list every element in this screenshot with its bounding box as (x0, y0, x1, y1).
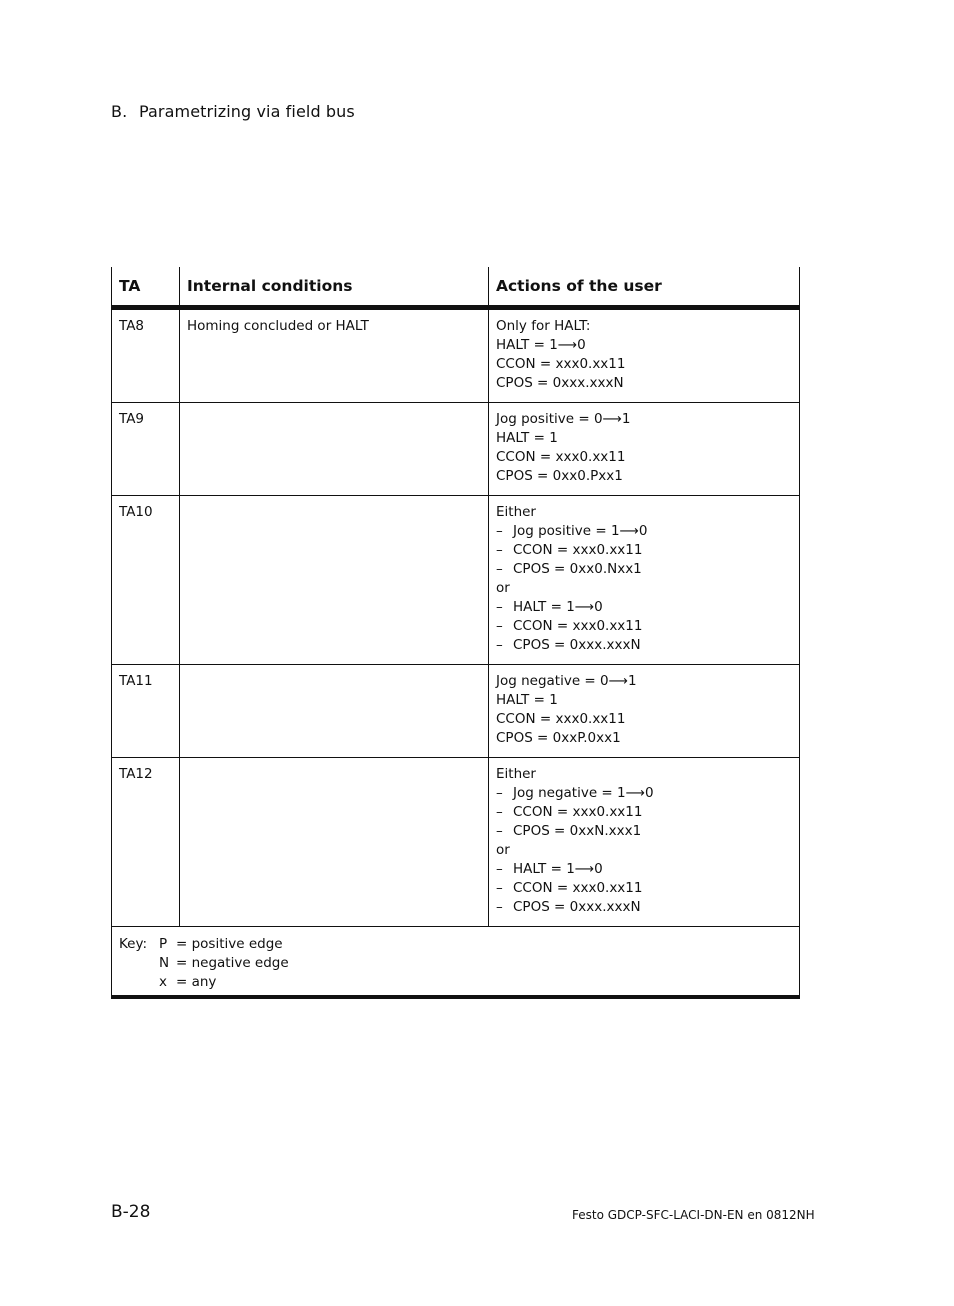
ta-cell: TA11 (112, 665, 180, 758)
action-text: Jog negative = 0⟶1 (496, 673, 637, 689)
action-text: CCON = xxx0.xx11 (496, 449, 626, 465)
action-text: CPOS = 0xxN.xxx1 (513, 823, 642, 839)
list-dash: – (496, 785, 503, 801)
ta-cell: TA12 (112, 758, 180, 927)
list-dash: – (496, 637, 503, 653)
action-text: or (496, 580, 510, 596)
section-number: B. (111, 102, 128, 121)
key-row (112, 927, 800, 998)
table-row (112, 665, 800, 758)
list-dash: – (496, 523, 503, 539)
action-line (496, 765, 792, 784)
action-text: HALT = 1⟶0 (513, 599, 603, 615)
action-line (496, 503, 792, 522)
actions-cell (489, 403, 800, 496)
column-header-internal-conditions: Internal conditions (180, 267, 489, 308)
action-text: HALT = 1 (496, 692, 558, 708)
actions-cell (489, 665, 800, 758)
action-line (496, 729, 792, 748)
action-text: Either (496, 504, 536, 520)
action-line (496, 429, 792, 448)
action-text: or (496, 842, 510, 858)
action-line (496, 598, 792, 617)
key-entry (119, 954, 792, 973)
action-line (496, 467, 792, 486)
action-text: CPOS = 0xx0.Nxx1 (513, 561, 642, 577)
action-line (496, 374, 792, 393)
action-line (496, 336, 792, 355)
list-dash: – (496, 823, 503, 839)
internal-conditions-cell: Homing concluded or HALT (180, 308, 489, 403)
section-title-text: Parametrizing via field bus (139, 102, 355, 121)
actions-cell (489, 496, 800, 665)
action-text: CCON = xxx0.xx11 (496, 356, 626, 372)
action-line (496, 617, 792, 636)
actions-cell (489, 308, 800, 403)
table-row (112, 496, 800, 665)
action-text: Either (496, 766, 536, 782)
action-text: CCON = xxx0.xx11 (496, 711, 626, 727)
action-text: Only for HALT: (496, 318, 591, 334)
key-label: Key: (119, 936, 148, 952)
action-line (496, 522, 792, 541)
action-line (496, 672, 792, 691)
action-text: CPOS = 0xx0.Pxx1 (496, 468, 623, 484)
action-line (496, 898, 792, 917)
action-text: CPOS = 0xxx.xxxN (513, 899, 641, 915)
action-line (496, 317, 792, 336)
actions-cell (489, 758, 800, 927)
internal-conditions-cell (180, 758, 489, 927)
key-meaning: = positive edge (176, 936, 283, 952)
table-body (112, 308, 800, 998)
action-text: CCON = xxx0.xx11 (513, 880, 643, 896)
key-symbol: x (159, 974, 167, 990)
action-text: Jog negative = 1⟶0 (513, 785, 654, 801)
internal-conditions-cell (180, 403, 489, 496)
action-text: HALT = 1⟶0 (513, 861, 603, 877)
action-line (496, 410, 792, 429)
action-line (496, 803, 792, 822)
action-line (496, 841, 792, 860)
key-entry (119, 935, 792, 954)
action-line (496, 636, 792, 655)
list-dash: – (496, 542, 503, 558)
action-text: CPOS = 0xxx.xxxN (513, 637, 641, 653)
action-text: CCON = xxx0.xx11 (513, 542, 643, 558)
key-meaning: = any (176, 974, 217, 990)
table-row (112, 403, 800, 496)
transition-actions-table (111, 267, 800, 999)
action-text: CPOS = 0xxx.xxxN (496, 375, 624, 391)
key-symbol: N (159, 955, 170, 971)
action-line (496, 822, 792, 841)
list-dash: – (496, 804, 503, 820)
key-entry (119, 973, 792, 992)
column-header-ta: TA (112, 267, 180, 308)
action-line (496, 784, 792, 803)
ta-cell: TA8 (112, 308, 180, 403)
key-symbol: P (159, 936, 168, 952)
action-line (496, 710, 792, 729)
internal-conditions-cell (180, 496, 489, 665)
document-reference: Festo GDCP-SFC-LACI-DN-EN en 0812NH (572, 1208, 815, 1222)
action-line (496, 448, 792, 467)
action-line (496, 691, 792, 710)
list-dash: – (496, 899, 503, 915)
table-header-row (112, 267, 800, 308)
action-text: CCON = xxx0.xx11 (513, 618, 643, 634)
ta-cell: TA9 (112, 403, 180, 496)
list-dash: – (496, 599, 503, 615)
list-dash: – (496, 861, 503, 877)
list-dash: – (496, 880, 503, 896)
section-title (111, 102, 355, 121)
page-number: B-28 (111, 1202, 151, 1222)
action-line (496, 560, 792, 579)
action-line (496, 579, 792, 598)
list-dash: – (496, 561, 503, 577)
action-text: Jog positive = 0⟶1 (496, 411, 631, 427)
internal-conditions-cell (180, 665, 489, 758)
ta-cell: TA10 (112, 496, 180, 665)
action-text: HALT = 1 (496, 430, 558, 446)
action-text: Jog positive = 1⟶0 (513, 523, 648, 539)
table-row (112, 758, 800, 927)
action-text: CPOS = 0xxP.0xx1 (496, 730, 621, 746)
action-line (496, 879, 792, 898)
column-header-actions-of-the-user: Actions of the user (489, 267, 800, 308)
key-meaning: = negative edge (176, 955, 289, 971)
action-line (496, 355, 792, 374)
action-line (496, 541, 792, 560)
list-dash: – (496, 618, 503, 634)
action-text: CCON = xxx0.xx11 (513, 804, 643, 820)
action-text: HALT = 1⟶0 (496, 337, 586, 353)
key-cell (112, 927, 800, 998)
action-line (496, 860, 792, 879)
table-row (112, 308, 800, 403)
